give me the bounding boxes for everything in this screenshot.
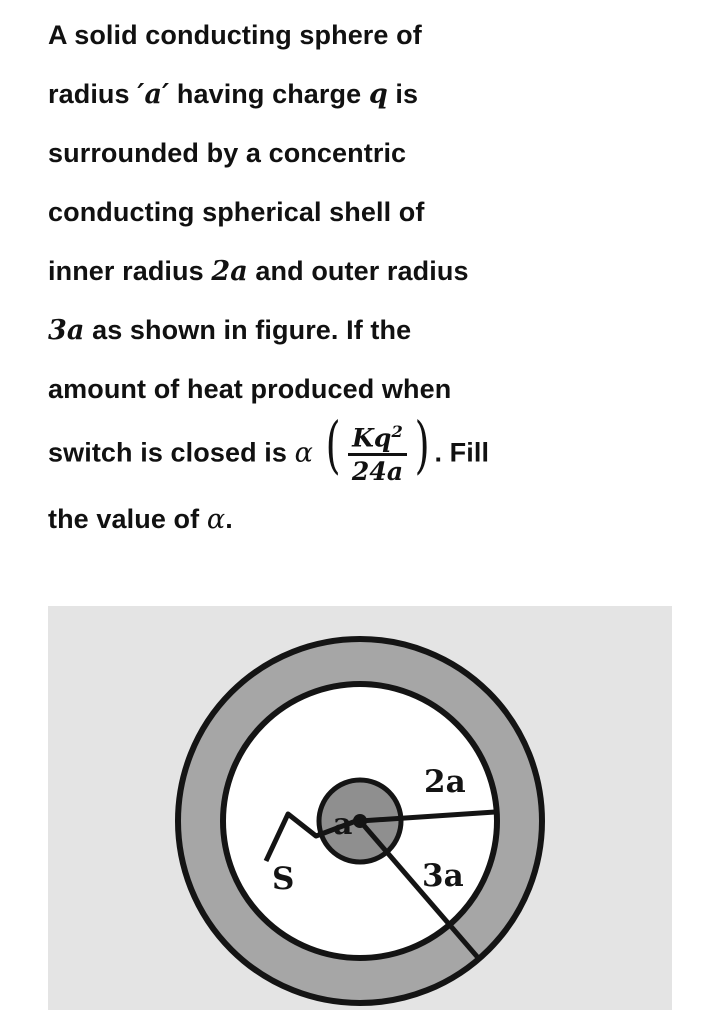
label-2a: 2a — [424, 764, 466, 800]
label-a: a — [333, 807, 353, 842]
question-line-9 — [48, 490, 666, 549]
fraction-kq2-24a — [348, 417, 407, 488]
question-line-2-text-b: having charge — [169, 79, 369, 109]
question-line-3-text: surrounded by a concentric — [48, 138, 407, 168]
question-line-2 — [48, 65, 666, 124]
symbol-K: K — [352, 423, 374, 453]
question-line-1 — [48, 6, 666, 65]
question-line-5-text-b: and outer radius — [247, 256, 469, 286]
question-line-7-text: amount of heat produced when — [48, 374, 452, 404]
symbol-alpha-inline: α — [294, 437, 313, 469]
label-switch-s: S — [272, 861, 295, 897]
question-line-6 — [48, 301, 666, 360]
question-text — [48, 6, 666, 549]
question-line-4 — [48, 183, 666, 242]
fraction-denominator: 24a — [351, 456, 404, 486]
fraction-numerator — [348, 417, 407, 453]
symbol-a: ′a′ — [137, 79, 170, 110]
label-3a: 3a — [422, 858, 464, 894]
question-line-5-text-a: inner radius — [48, 256, 212, 286]
symbol-q: q — [368, 79, 388, 110]
question-line-9-text-a: the value of — [48, 503, 207, 534]
question-line-4-text: conducting spherical shell of — [48, 197, 425, 227]
symbol-2a: 2a — [211, 256, 248, 287]
question-line-8-text-a: switch is closed is — [48, 437, 295, 468]
exponent-2: 2 — [391, 422, 403, 441]
question-line-7 — [48, 360, 666, 419]
question-line-8: switch is closed is α ( $\frac{Kq^2}{24a}$ ) . Fill — [48, 407, 490, 486]
question-line-2-text-c: is — [387, 79, 419, 109]
figure-sphere-shell-diagram — [48, 606, 672, 1010]
question-line-6-text: as shown in figure. If the — [84, 315, 412, 345]
question-line-2-text-a: radius — [48, 79, 138, 109]
symbol-alpha-final: α — [206, 503, 226, 535]
symbol-3a: 3a — [48, 315, 85, 346]
question-line-8-text-b: . Fill — [434, 437, 490, 468]
question-line-5 — [48, 242, 666, 301]
question-line-9-text-b: . — [225, 503, 233, 534]
symbol-q-num: q — [373, 423, 392, 453]
question-line-1-text: A solid conducting sphere of — [48, 20, 422, 50]
question-line-3 — [48, 124, 666, 183]
